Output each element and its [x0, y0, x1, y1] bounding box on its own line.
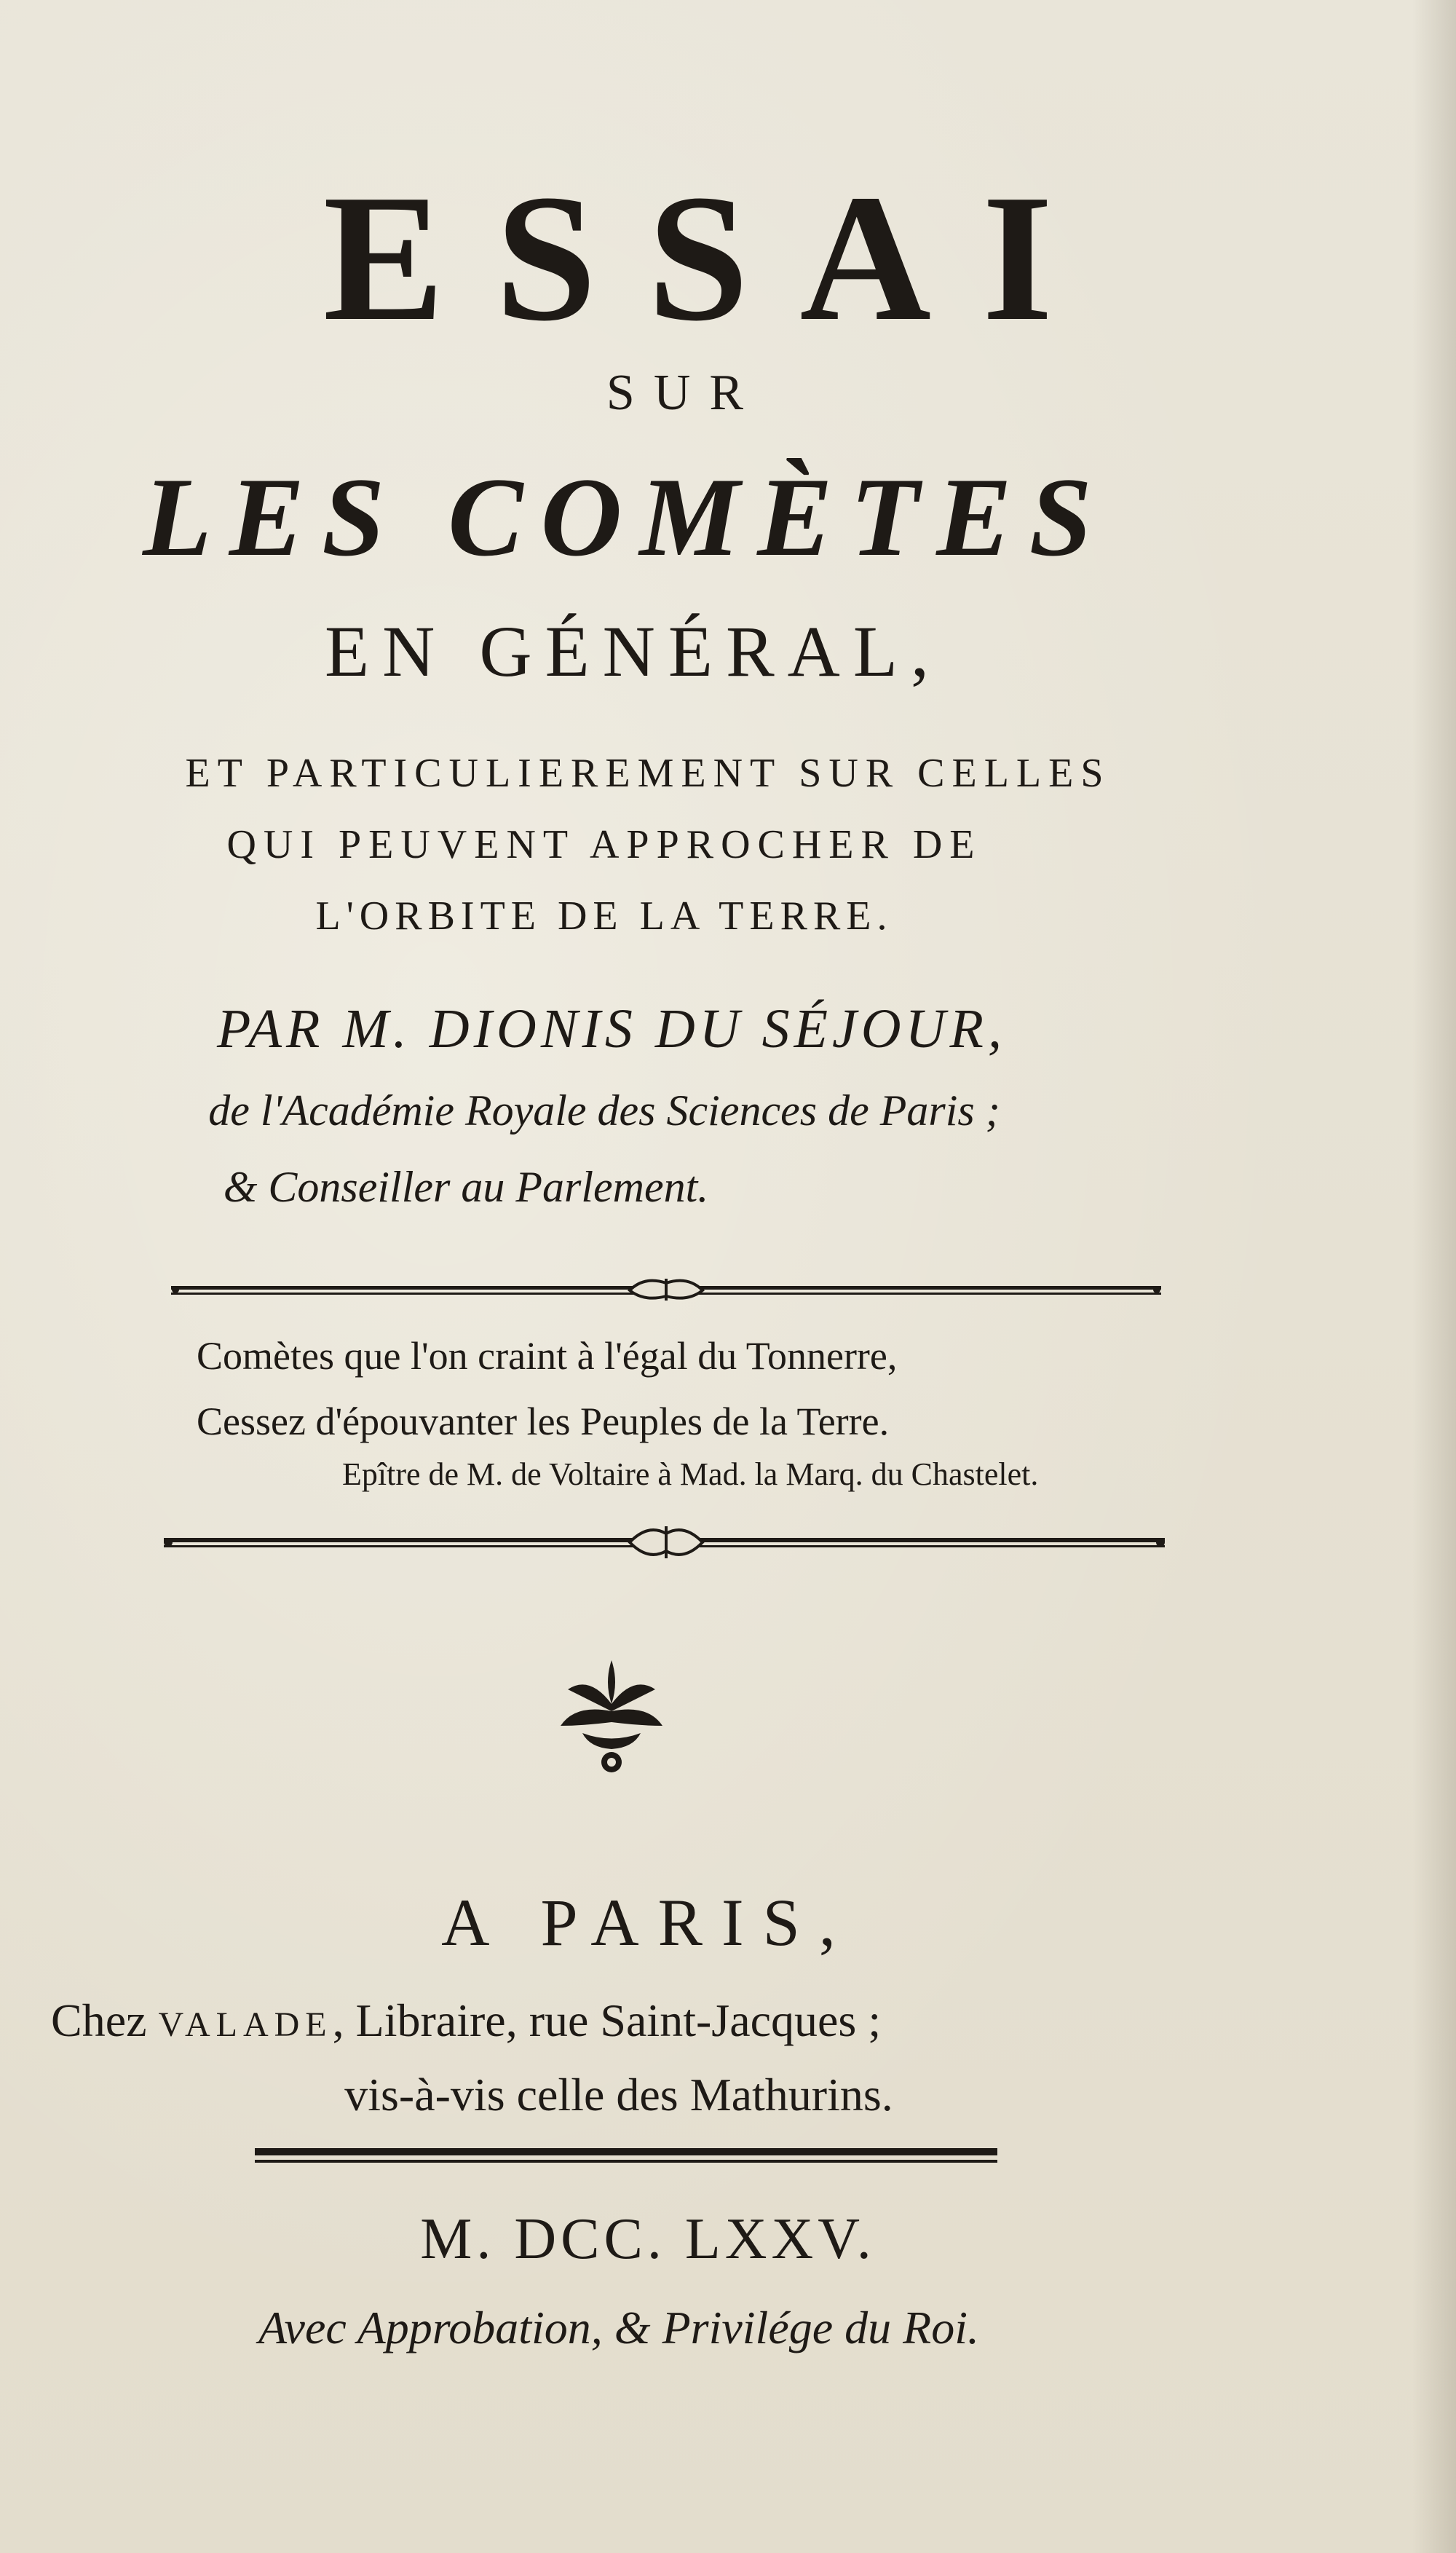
ornamental-rule-bottom — [164, 1520, 1165, 1564]
imprint-date: M. DCC. LXXV. — [420, 2207, 876, 2271]
fleuron-ornament-icon — [553, 1653, 670, 1784]
title-connector: SUR — [606, 365, 763, 421]
ornamental-rule-top — [171, 1276, 1161, 1305]
book-title: ESSAI — [323, 157, 1104, 359]
epigraph-line-1: Comètes que l'on craint à l'égal du Tonnerre, — [197, 1334, 898, 1378]
book-subject: LES COMÈTES — [143, 454, 1109, 580]
double-rule — [255, 2144, 997, 2167]
publisher-prefix: Chez — [51, 1994, 159, 2046]
affiliation-line-1: de l'Académie Royale des Sciences de Paris ; — [208, 1086, 1000, 1135]
subtitle-line-3: L'ORBITE DE LA TERRE. — [315, 893, 893, 939]
privilege-line: Avec Approbation, & Privilége du Roi. — [258, 2302, 980, 2353]
imprint-publisher — [51, 1994, 881, 2052]
epigraph-line-2: Cessez d'épouvanter les Peuples de la Terre. — [197, 1400, 890, 1443]
subtitle-line-2: QUI PEUVENT APPROCHER DE — [226, 822, 982, 867]
affiliation-line-2: & Conseiller au Parlement. — [223, 1163, 709, 1211]
author-line: PAR M. DIONIS DU SÉJOUR, — [217, 998, 1006, 1060]
imprint-place: A PARIS, — [441, 1885, 855, 1960]
page-edge-shadow — [1412, 0, 1456, 2553]
publisher-name: VALADE — [158, 2005, 333, 2044]
subtitle-line-1: ET PARTICULIEREMENT SUR CELLES — [185, 751, 1111, 796]
subject-qualifier: EN GÉNÉRAL, — [325, 611, 942, 692]
epigraph-attribution: Epître de M. de Voltaire à Mad. la Marq. du Chastelet. — [342, 1456, 1039, 1492]
publisher-address: , Libraire, rue Saint-Jacques ; — [332, 1994, 882, 2046]
imprint-address: vis-à-vis celle des Mathurins. — [344, 2069, 893, 2120]
